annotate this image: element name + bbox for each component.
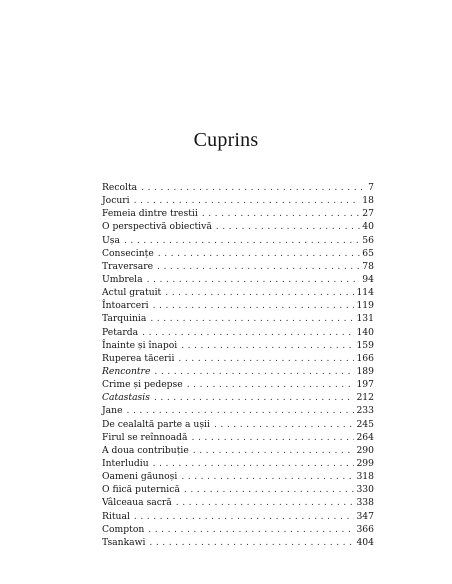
toc-entry-title: Petarda — [102, 326, 139, 338]
toc-entry-page-number: 233 — [356, 405, 374, 417]
toc-entry-page-number: 27 — [362, 208, 374, 220]
toc-dot-leader — [141, 181, 366, 194]
toc-entry — [102, 483, 374, 496]
toc-entry-page-number: 347 — [356, 510, 374, 522]
toc-entry — [102, 444, 374, 457]
toc-dot-leader — [153, 299, 355, 312]
toc-dot-leader — [150, 312, 354, 325]
toc-entry-title: Întoarceri — [102, 300, 149, 312]
toc-entry — [102, 286, 374, 299]
toc-entry-title: Crime și pedepse — [102, 379, 183, 391]
toc-entry — [102, 247, 374, 260]
toc-entry — [102, 207, 374, 220]
toc-entry-page-number: 338 — [356, 497, 374, 509]
toc-entry — [102, 536, 374, 549]
toc-entry — [102, 470, 374, 483]
toc-entry — [102, 299, 374, 312]
toc-entry — [102, 181, 374, 194]
toc-dot-leader — [157, 260, 360, 273]
toc-entry-title: Jane — [102, 405, 123, 417]
toc-entry-title: Ruperea tăcerii — [102, 352, 175, 364]
toc-dot-leader — [134, 510, 355, 523]
toc-entry — [102, 312, 374, 325]
toc-entry-page-number: 159 — [356, 339, 374, 351]
toc-dot-leader — [134, 194, 361, 207]
toc-entry-page-number: 78 — [362, 260, 374, 272]
toc-entry-title: Tarquinia — [102, 313, 147, 325]
toc-entry-title: Interludiu — [102, 457, 149, 469]
toc-entry-page-number: 56 — [362, 234, 374, 246]
toc-entry-title: Consecințe — [102, 247, 154, 259]
toc-dot-leader — [158, 247, 361, 260]
toc-entry-title: Firul se reînnoadă — [102, 431, 188, 443]
toc-entry-title: Înainte și înapoi — [102, 339, 178, 351]
toc-entry — [102, 273, 374, 286]
toc-dot-leader — [181, 470, 354, 483]
toc-entry-title: Tsankawi — [102, 536, 146, 548]
toc-entry — [102, 404, 374, 417]
toc-dot-leader — [202, 207, 361, 220]
toc-entry-title: De cealaltă parte a ușii — [102, 418, 210, 430]
toc-dot-leader — [165, 286, 354, 299]
toc-entry-page-number: 318 — [356, 471, 374, 483]
toc-dot-leader — [148, 523, 354, 536]
toc-entry-page-number: 65 — [362, 247, 374, 259]
toc-entry-title: O perspectivă obiectivă — [102, 221, 212, 233]
toc-entry-page-number: 166 — [356, 352, 374, 364]
toc-entry — [102, 523, 374, 536]
toc-entry-page-number: 197 — [356, 379, 374, 391]
toc-dot-leader — [181, 339, 354, 352]
toc-entry-title: A doua contribuție — [102, 444, 189, 456]
toc-entry — [102, 365, 374, 378]
toc-entry-title: Femeia dintre trestii — [102, 208, 198, 220]
toc-entry — [102, 510, 374, 523]
toc-entry — [102, 431, 374, 444]
toc-dot-leader — [127, 404, 355, 417]
toc-entry-title: Catastasis — [102, 392, 150, 404]
page-title: Cuprins — [193, 129, 259, 151]
toc-entry-page-number: 212 — [356, 392, 374, 404]
toc-dot-leader — [192, 431, 355, 444]
toc-entry — [102, 260, 374, 273]
toc-entry-title: Ritual — [102, 510, 130, 522]
toc-entry-title: Recolta — [102, 182, 138, 193]
toc-dot-leader — [153, 457, 355, 470]
toc-entry-page-number: 18 — [362, 195, 374, 207]
toc-dot-leader — [178, 352, 354, 365]
toc-dot-leader — [154, 365, 354, 378]
toc-entry — [102, 418, 374, 431]
toc-dot-leader — [214, 418, 355, 431]
toc-entry-page-number: 189 — [356, 365, 374, 377]
toc-entry — [102, 352, 374, 365]
toc-entry-page-number: 131 — [356, 313, 374, 325]
toc-entry — [102, 220, 374, 233]
toc-dot-leader — [154, 391, 355, 404]
toc-entry-title: Oameni găunoși — [102, 471, 178, 483]
toc-entry-title: Jocuri — [102, 195, 130, 207]
toc-dot-leader — [149, 536, 354, 549]
toc-entry — [102, 194, 374, 207]
toc-entry-title: Rencontre — [102, 365, 151, 377]
toc-entry-page-number: 40 — [362, 221, 374, 233]
toc-entry-page-number: 94 — [362, 273, 374, 285]
toc-entry-title: Ușa — [102, 234, 120, 246]
toc-entry — [102, 391, 374, 404]
toc-entry-title: Compton — [102, 523, 145, 535]
toc-entry-page-number: 245 — [356, 418, 374, 430]
toc-dot-leader — [147, 273, 361, 286]
toc-entry — [102, 326, 374, 339]
toc-entry-title: Actul gratuit — [102, 287, 162, 299]
toc-entry-page-number: 299 — [356, 457, 374, 469]
toc-entry-page-number: 404 — [356, 536, 374, 548]
toc-entry-title: Vâlceaua sacră — [102, 497, 172, 509]
toc-dot-leader — [187, 378, 355, 391]
toc-dot-leader — [176, 496, 355, 509]
toc-entry-page-number: 140 — [356, 326, 374, 338]
toc-dot-leader — [142, 326, 354, 339]
toc-dot-leader — [216, 220, 361, 233]
toc-entry — [102, 378, 374, 391]
toc-entry — [102, 496, 374, 509]
toc-entry-page-number: 290 — [356, 444, 374, 456]
toc-entry-page-number: 119 — [356, 300, 374, 312]
toc-entry — [102, 234, 374, 247]
toc-entry-page-number: 7 — [368, 182, 374, 193]
toc-entry-page-number: 114 — [356, 287, 374, 299]
toc-entry — [102, 457, 374, 470]
toc-entry-page-number: 264 — [356, 431, 374, 443]
toc-dot-leader — [184, 483, 355, 496]
toc-entry-page-number: 366 — [356, 523, 374, 535]
table-of-contents — [102, 181, 374, 549]
toc-dot-leader — [124, 234, 360, 247]
toc-entry-title: Traversare — [102, 260, 154, 272]
toc-entry-title: Umbrela — [102, 273, 143, 285]
toc-dot-leader — [193, 444, 355, 457]
toc-entry-page-number: 330 — [356, 484, 374, 496]
toc-entry-title: O fiică puternică — [102, 484, 180, 496]
toc-entry — [102, 339, 374, 352]
